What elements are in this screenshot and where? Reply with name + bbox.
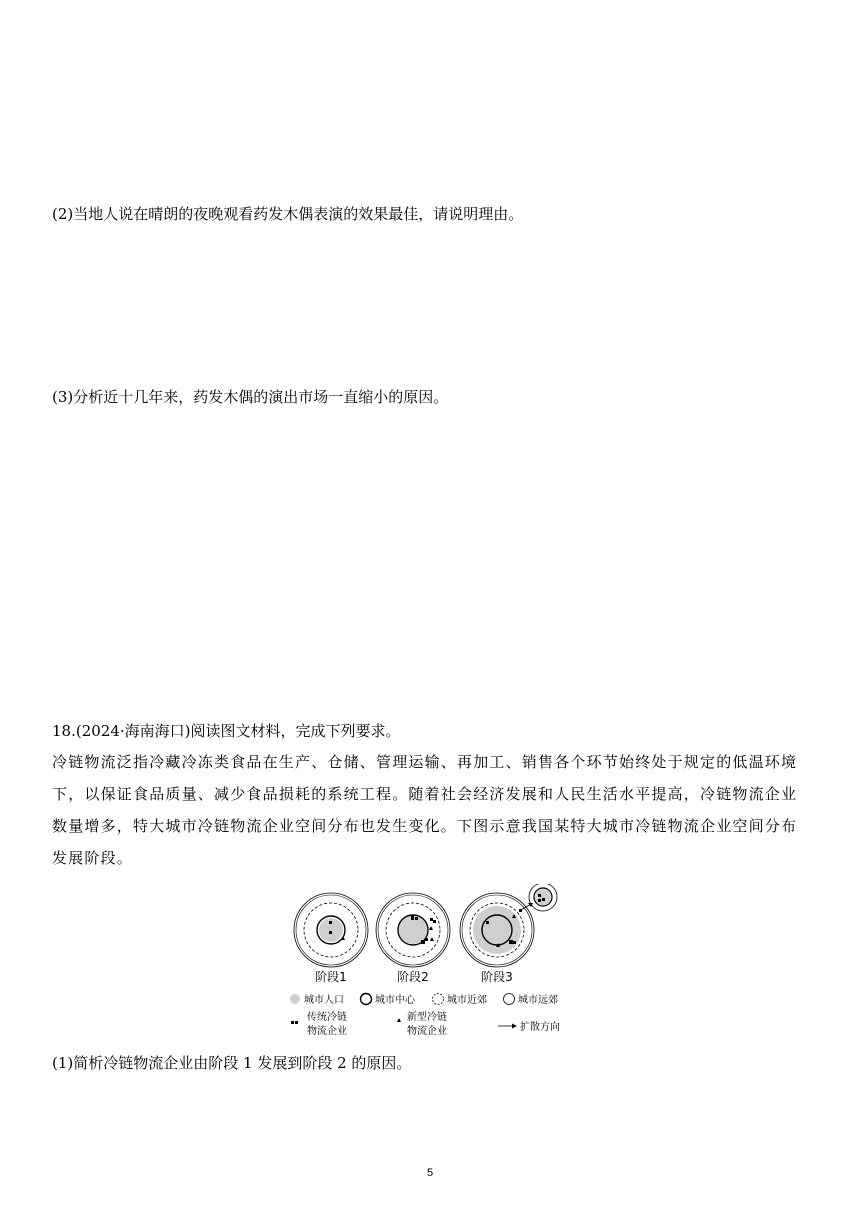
legend-new-line2: 物流企业 [407,1026,447,1037]
legend-suburb: 城市近郊 [447,995,487,1006]
stage-2-label: 阶段2 [397,970,429,984]
legend-suburb-swatch [433,994,444,1005]
page-number: 5 [426,1167,434,1179]
question-18-1: (1)简析冷链物流企业由阶段 1 发展到阶段 2 的原因。 [52,1054,412,1072]
legend-center: 城市中心 [375,995,415,1006]
legend-population-swatch [290,994,300,1004]
legend-traditional-line1: 传统冷链 [307,1012,347,1023]
legend-new-swatch [397,1018,401,1022]
question-18-material: 冷链物流泛指冷藏冷冻类食品在生产、仓储、管理运输、再加工、销售各个环节始终处于规定的低温环境下，以保证食品质量、减少食品损耗的系统工程。随着社会经济发展和人民生活水平提高，冷链物流企业数量增多，特大城市冷链物流企业空间分布也发生变化。下图示意我国某特大城市冷链物流企业空间分布发展阶段。 [52,753,798,867]
legend-outer-suburb-swatch [504,994,515,1005]
stage-3-diagram [460,884,557,967]
legend-center-swatch [361,994,372,1005]
stage-1-label: 阶段1 [315,970,347,984]
stage-2-population [399,916,427,944]
stage-1-traditional-enterprise [329,931,332,934]
question-3: (3)分析近十几年来，药发木偶的演出市场一直缩小的原因。 [52,388,449,406]
legend-traditional-swatch [291,1021,294,1024]
question-18-title: 18.(2024·海南海口)阅读图文材料，完成下列要求。 [52,722,401,740]
stage-2-diagram [376,893,450,967]
stage-3-label: 阶段3 [481,970,513,984]
question-2: (2)当地人说在晴朗的夜晚观看药发木偶表演的效果最佳，请说明理由。 [52,205,524,223]
cold-chain-stage-figure [285,884,575,1044]
stage-1-new-enterprise [341,936,345,940]
stage-1-diagram [294,893,368,967]
legend-outer-suburb: 城市远郊 [518,995,558,1006]
legend-direction: 扩散方向 [520,1022,560,1033]
legend-new-line1: 新型冷链 [407,1012,447,1023]
legend-population: 城市人口 [304,995,344,1006]
legend-traditional-line2: 物流企业 [307,1026,347,1037]
stage-1-traditional-enterprise [329,921,332,924]
